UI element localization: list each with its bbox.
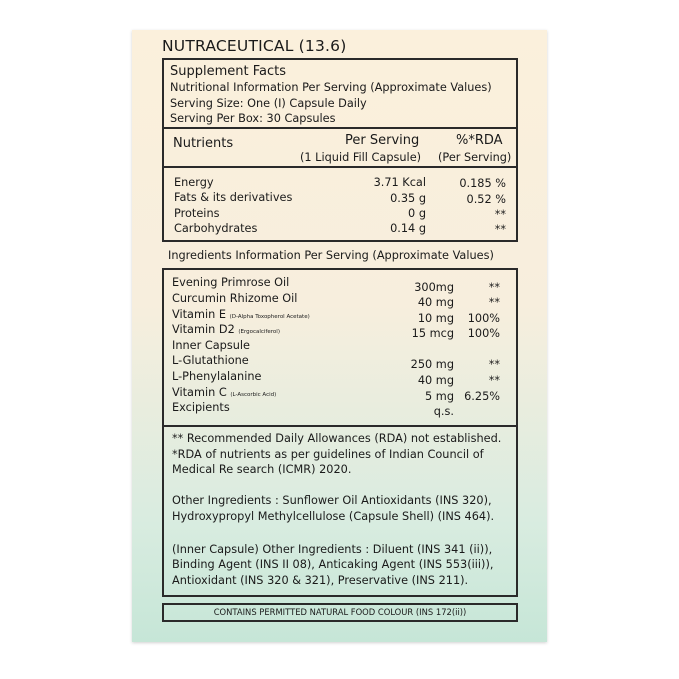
- inner-capsule-ingredients-line: Antioxidant (INS 320 & 321), Preservative (INS 211).: [172, 574, 469, 587]
- ingredient-rda: 6.25%: [464, 390, 500, 403]
- inner-capsule-ingredients-line: (Inner Capsule) Other Ingredients : Diluent (INS 341 (ii)),: [172, 543, 493, 556]
- rda-note-line: Medical Re search (ICMR) 2020.: [172, 463, 352, 476]
- col-rda-header: %*RDA: [456, 133, 503, 148]
- nutrition-info-line: Nutritional Information Per Serving (Approximate Values): [170, 81, 492, 94]
- col-per-serving-subheader: (1 Liquid Fill Capsule): [300, 151, 422, 164]
- ingredient-name: [172, 308, 310, 324]
- ingredient-sub-label: (D-Alpha Toxopherol Acetate): [229, 314, 310, 320]
- rda-note-line: ** Recommended Daily Allowances (RDA) not established.: [172, 432, 502, 445]
- col-rda-subheader: (Per Serving): [438, 151, 512, 164]
- nutrient-value: 3.71 Kcal: [373, 176, 426, 189]
- nutrient-value: 0.14 g: [390, 222, 426, 235]
- ingredient-sub-label: (Ergocalciferol): [238, 329, 280, 335]
- supplement-facts-heading: Supplement Facts: [170, 64, 287, 79]
- rda-note-line: *RDA of nutrients as per guidelines of Indian Council of: [172, 448, 484, 461]
- ingredient-rda: 100%: [467, 312, 500, 325]
- nutrient-rda: 0.185 %: [459, 177, 506, 190]
- nutrient-value: 0 g: [408, 207, 426, 220]
- ingredient-value: 5 mg: [425, 390, 454, 403]
- nutrient-name: Fats & its derivatives: [174, 191, 293, 204]
- other-ingredients-line: Other Ingredients : Sunflower Oil Antioxidants (INS 320),: [172, 494, 492, 507]
- nutrient-value: 0.35 g: [390, 192, 426, 205]
- inner-capsule-ingredients-line: Binding Agent (INS II 08), Anticaking Agent (INS 553(iii)),: [172, 558, 494, 571]
- ingredient-value: 300mg: [414, 281, 454, 294]
- nutrient-name: Proteins: [174, 207, 220, 220]
- ingredient-name-text: Vitamin E: [172, 308, 227, 321]
- ingredient-name: Excipients: [172, 401, 230, 414]
- ingredient-rda: **: [488, 281, 500, 294]
- divider: [162, 166, 518, 168]
- ingredients-heading: Ingredients Information Per Serving (Approximate Values): [168, 249, 494, 262]
- ingredient-name: [172, 323, 280, 339]
- nutrient-name: Carbohydrates: [174, 222, 258, 235]
- nutrient-rda: **: [494, 223, 506, 236]
- ingredient-name: L-Phenylalanine: [172, 370, 262, 383]
- ingredient-value: 40 mg: [417, 296, 454, 309]
- ingredient-name: L-Glutathione: [172, 354, 249, 367]
- label-title: NUTRACEUTICAL (13.6): [162, 37, 347, 55]
- divider: [162, 127, 518, 129]
- ingredient-name-text: Vitamin C: [172, 386, 227, 399]
- ingredient-sub-label: (L-Ascorbic Acid): [230, 392, 277, 398]
- ingredient-value: 250 mg: [410, 358, 454, 371]
- ingredient-rda: **: [488, 296, 500, 309]
- ingredient-name: Evening Primrose Oil: [172, 276, 290, 289]
- nutrient-rda: **: [494, 208, 506, 221]
- col-nutrients-header: Nutrients: [173, 136, 234, 151]
- ingredient-name-text: Vitamin D2: [172, 323, 235, 336]
- ingredient-value: 10 mg: [417, 312, 454, 325]
- ingredient-value: 40 mg: [417, 374, 454, 387]
- other-ingredients-line: Hydroxypropyl Methylcellulose (Capsule Shell) (INS 464).: [172, 510, 495, 523]
- ingredient-name: Inner Capsule: [172, 339, 250, 352]
- food-colour-statement: CONTAINS PERMITTED NATURAL FOOD COLOUR (INS 172(ii)): [213, 607, 467, 617]
- ingredient-value: 15 mcg: [411, 327, 454, 340]
- nutrient-name: Energy: [174, 176, 214, 189]
- serving-size-line: Serving Size: One (I) Capsule Daily: [170, 97, 367, 110]
- nutrient-rda: 0.52 %: [466, 193, 506, 206]
- col-per-serving-header: Per Serving: [345, 133, 420, 148]
- ingredient-name: Curcumin Rhizome Oil: [172, 292, 298, 305]
- ingredient-rda: **: [488, 374, 500, 387]
- ingredient-rda: **: [488, 358, 500, 371]
- ingredient-rda: 100%: [467, 327, 500, 340]
- ingredient-value: q.s.: [433, 405, 454, 418]
- servings-per-box-line: Serving Per Box: 30 Capsules: [170, 112, 336, 125]
- ingredient-name: [172, 386, 276, 402]
